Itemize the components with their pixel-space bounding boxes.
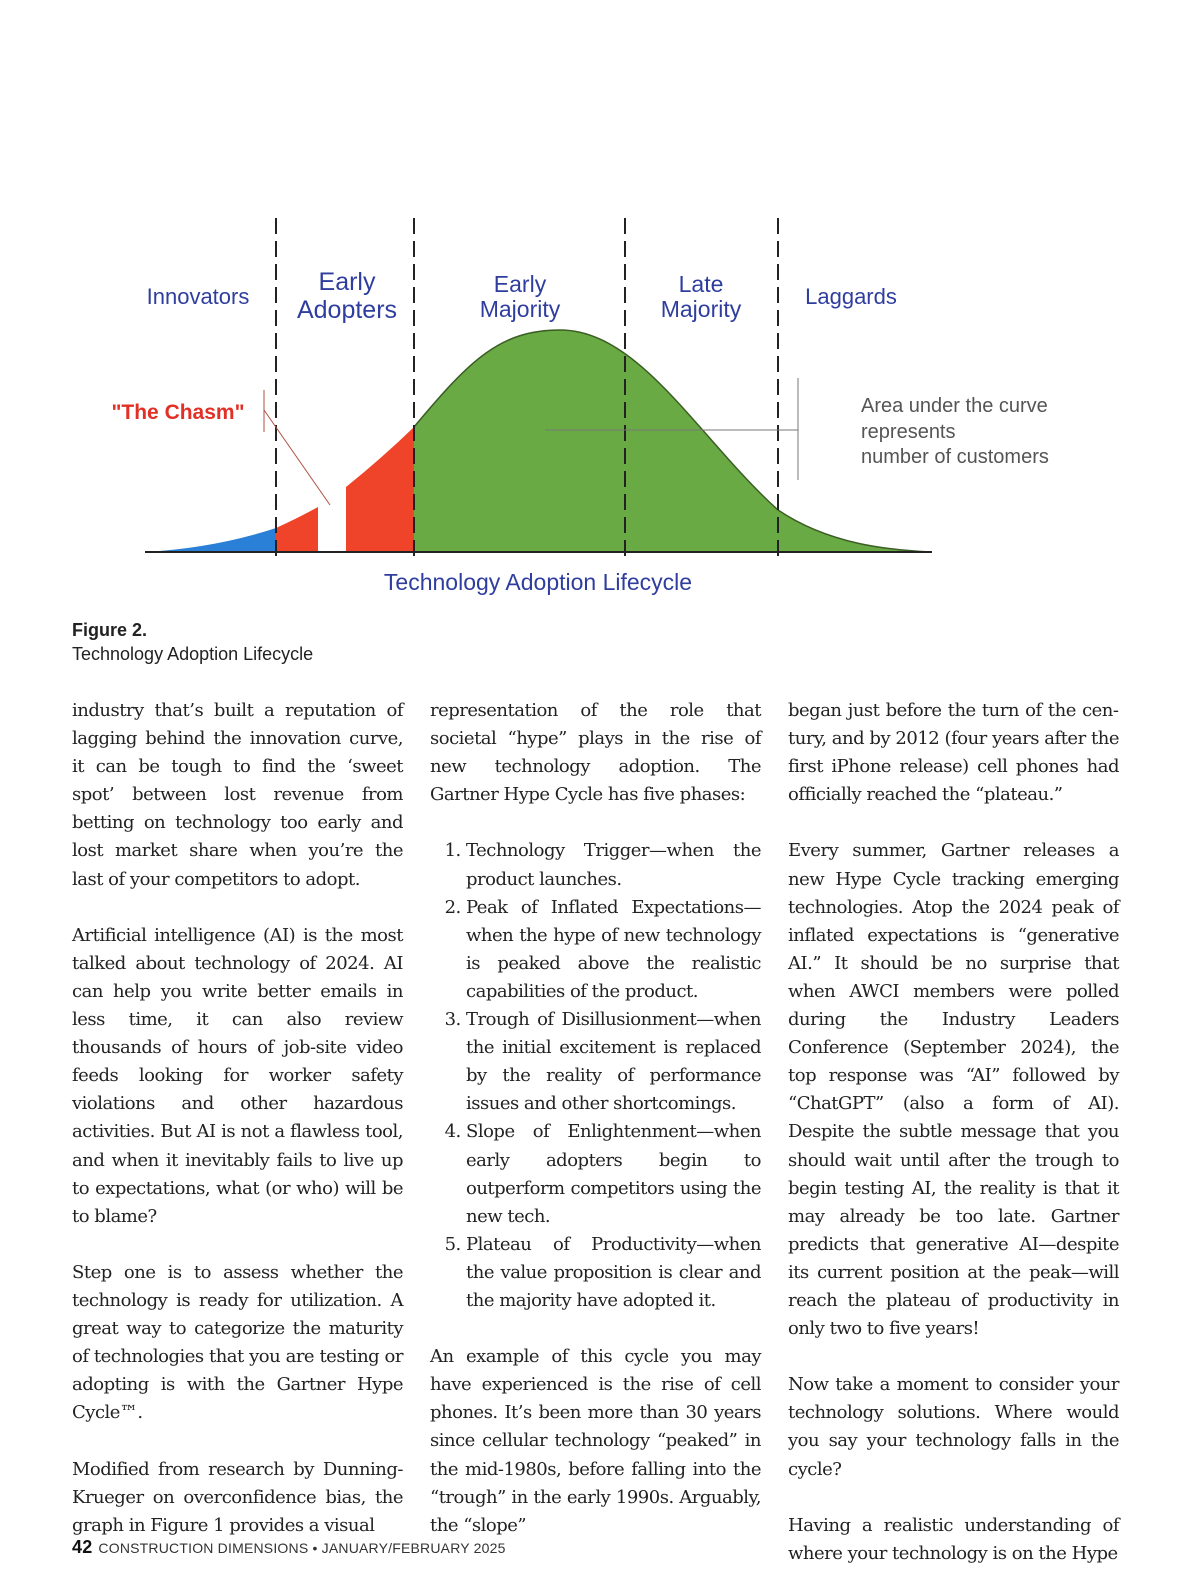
paragraph: began just before the turn of the century, and by 2012 (four years after the first iPhone release) cell phones had officially reached the “plateau.” xyxy=(788,700,1119,806)
hype-cycle-phases-list xyxy=(430,837,761,1315)
figure-caption xyxy=(72,618,313,666)
list-item: 5. Plateau of Productivity—when the value proposition is clear and the majority have adopted it. xyxy=(466,1231,761,1315)
publication-info: CONSTRUCTION DIMENSIONS • JANUARY/FEBRUARY 2025 xyxy=(98,1540,506,1556)
caption-title: Figure 2. xyxy=(72,620,148,640)
chasm-pointer-line xyxy=(264,410,330,505)
paragraph: An example of this cycle you may have experienced is the rise of cell phones. It’s been more than 30 years since cellular technology “peaked” in the mid-1980s, before falling into the “trough” in the early 1990s. Arguably, the “slope” xyxy=(430,1346,761,1536)
area-note-line-2: represents xyxy=(861,421,956,443)
area-note-line-3: number of customers xyxy=(861,446,1049,468)
list-item: 3. Trough of Disillusionment—when the initial excitement is replaced by the reality of performance issues and other shortcomings. xyxy=(466,1006,761,1118)
paragraph: Every summer, Gartner releases a new Hype Cycle tracking emerging technologies. Atop the 2024 peak of inflated expectations is “generative AI.” It should be no surprise that when AWCI members were polled during the Industry Leaders Conference (September 2024), the top response was “AI” followed by “ChatGPT” (also a form of AI). Despite the subtle message that you should wait until after the trough to begin testing AI, the reality is that it may already be too late. Gartner predicts that generative AI—despite its current position at the peak—will reach the plateau of productivity in only two to five years! xyxy=(788,840,1119,1340)
paragraph: Modified from research by Dunning-Krueger on overconfidence bias, the graph in Figure 1 provides a visual xyxy=(72,1458,403,1536)
paragraph: representation of the role that societal “hype” plays in the rise of new technology adoption. The Gartner Hype Cycle has five phases: xyxy=(430,700,761,806)
axis-title: Technology Adoption Lifecycle xyxy=(383,569,693,595)
column-2 xyxy=(430,697,761,1540)
paragraph: Step one is to assess whether the technology is ready for utilization. A great way to categorize the maturity of technologies that you are testing or adopting is with the Gartner Hype Cycle™. xyxy=(72,1261,403,1424)
label-early-adopters-2: Adopters xyxy=(296,296,398,324)
innovators-region xyxy=(145,528,276,552)
column-3 xyxy=(788,697,1119,1568)
column-1 xyxy=(72,697,403,1540)
paragraph: Having a realistic understanding of where your technology is on the Hype xyxy=(788,1514,1119,1564)
list-item: 4. Slope of Enlightenment—when early adopters begin to outperform competitors using the new tech. xyxy=(466,1118,761,1230)
paragraph: Now take a moment to consider your technology solutions. Where would you say your technology falls in the cycle? xyxy=(788,1374,1119,1480)
label-early-adopters-1: Early xyxy=(318,268,376,296)
label-innovators: Innovators xyxy=(146,284,250,309)
label-late-majority-1: Late xyxy=(678,271,724,297)
label-early-majority-1: Early xyxy=(493,271,547,297)
paragraph: Artificial intelligence (AI) is the most talked about technology of 2024. AI can help you write better emails in less time, it can also review thousands of hours of job-site video feeds looking for worker safety violations and other hazardous activities. But AI is not a flawless tool, and when it inevitably fails to live up to expectations, what (or who) will be to blame? xyxy=(72,924,403,1227)
label-laggards: Laggards xyxy=(805,284,897,309)
page-footer xyxy=(72,1537,506,1558)
area-note-line-1: Area under the curve xyxy=(861,395,1048,417)
list-item: 1. Technology Trigger—when the product launches. xyxy=(466,837,761,893)
paragraph: industry that’s built a reputation of lagging behind the innovation curve, it can be tough to find the ‘sweet spot’ between lost revenue from betting on technology too early and lost market share when you’re the last of your competitors to adopt. xyxy=(72,700,403,890)
label-chasm: "The Chasm" xyxy=(111,401,245,424)
page-number: 42 xyxy=(72,1537,93,1557)
majority-laggards-region xyxy=(414,330,930,552)
early-adopters-left-region xyxy=(276,507,318,552)
label-late-majority-2: Majority xyxy=(660,296,742,322)
caption-text: Technology Adoption Lifecycle xyxy=(72,644,314,664)
adoption-lifecycle-figure xyxy=(0,0,1200,610)
list-item: 2. Peak of Inflated Expectations—when the hype of new technology is peaked above the realistic capabilities of the product. xyxy=(466,894,761,1006)
label-early-majority-2: Majority xyxy=(479,296,561,322)
early-adopters-right-region xyxy=(346,427,414,552)
